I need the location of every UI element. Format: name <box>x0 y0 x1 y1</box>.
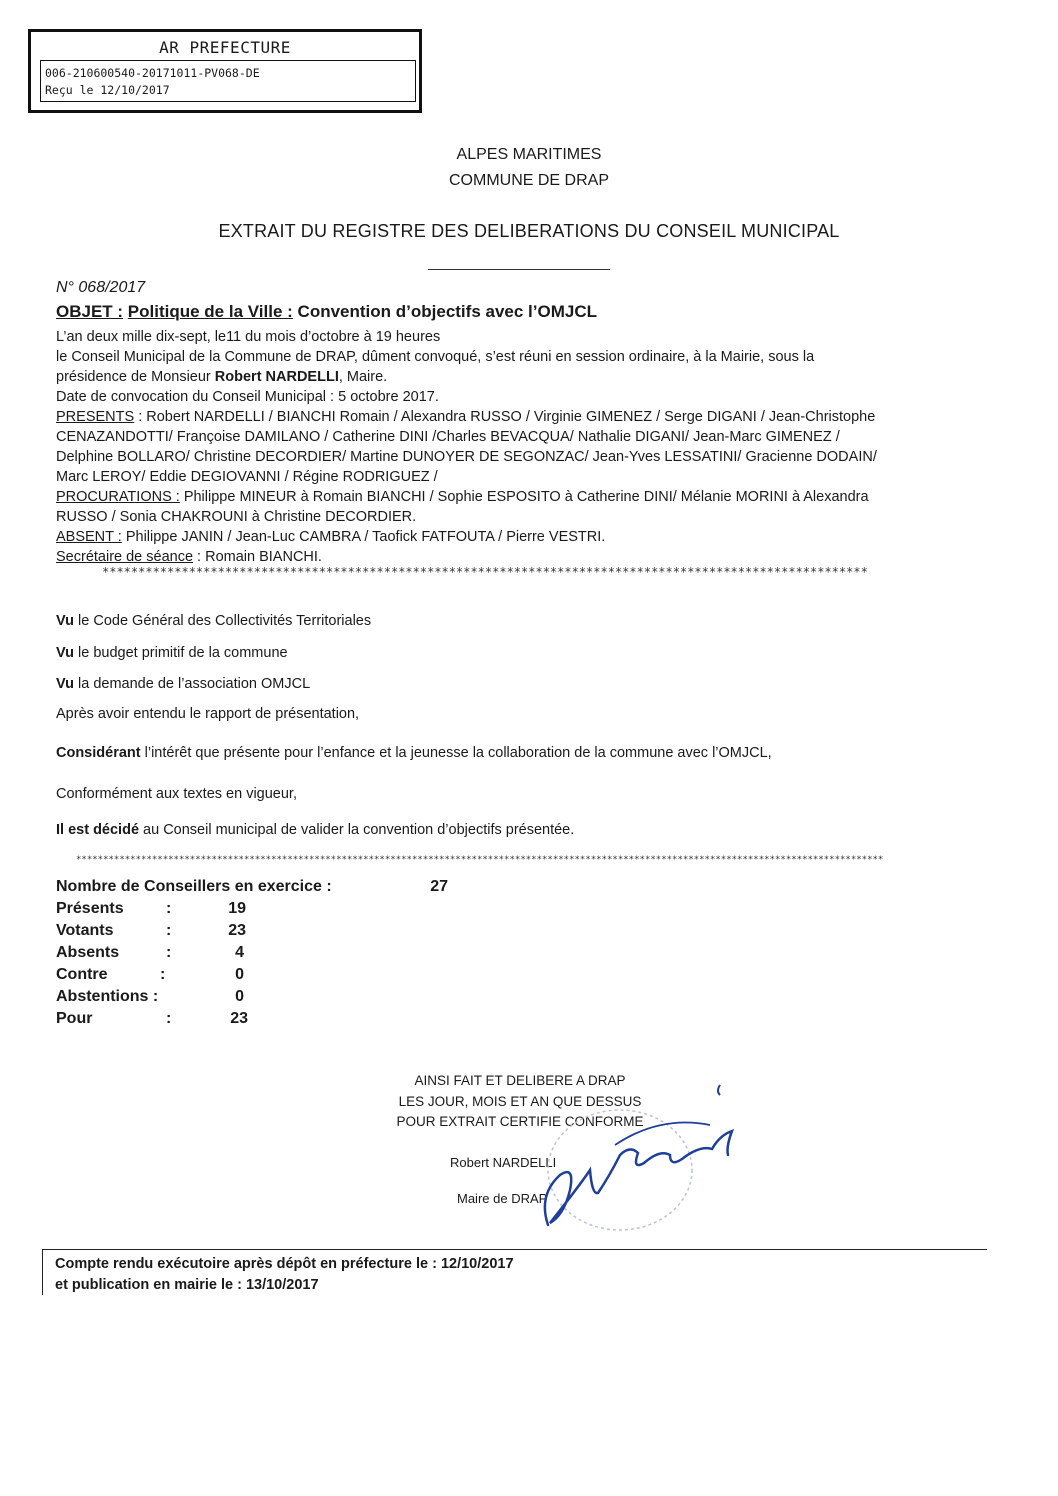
stamp-reference-number: 006-210600540-20171011-PV068-DE <box>45 66 260 80</box>
stat-value: 23 <box>230 1010 248 1027</box>
stat-label: Absents <box>56 944 120 961</box>
department-heading: ALPES MARITIMES <box>456 146 602 163</box>
signature-stroke <box>718 1085 720 1095</box>
absent-line: ABSENT : Philippe JANIN / Jean-Luc CAMBRA / Taofick FATFOUTA / Pierre VESTRI. <box>56 529 606 545</box>
mayor-name: Robert NARDELLI <box>214 369 339 385</box>
presents-line: CENAZANDOTTI/ Françoise DAMILANO / Catherine DINI /Charles BEVACQUA/ Nathalie DIGANI/ Jean-Marc GIMENEZ / <box>56 429 840 445</box>
stat-value: 23 <box>228 922 246 939</box>
stat-label: Nombre de Conseillers en exercice : <box>56 878 332 895</box>
title-divider <box>428 269 610 270</box>
objet-label: OBJET : <box>56 302 124 321</box>
commune-heading: COMMUNE DE DRAP <box>448 172 609 189</box>
session-details <box>56 327 984 567</box>
publication-date-line: et publication en mairie le : 13/10/2017 <box>55 1277 319 1293</box>
executory-notice <box>42 1249 987 1295</box>
presents-line: PRESENTS : Robert NARDELLI / BIANCHI Romain / Alexandra RUSSO / Virginie GIMENEZ / Serge DIGANI / Jean-Christophe <box>56 409 876 425</box>
separator-stars: ********************************************************************************************************** <box>102 565 868 579</box>
apres-line: Après avoir entendu le rapport de présentation, <box>56 706 360 722</box>
deliberation-number: N° 068/2017 <box>56 279 146 296</box>
stat-value: 0 <box>235 988 244 1005</box>
stat-label: Présents <box>56 900 124 917</box>
intro-line: L’an deux mille dix-sept, le11 du mois d’octobre à 19 heures <box>56 329 441 345</box>
stat-label: Contre <box>56 966 108 983</box>
vu-line: Vu le budget primitif de la commune <box>56 645 288 661</box>
handwritten-signature <box>520 1075 760 1245</box>
prefecture-stamp <box>28 29 422 113</box>
procurations-line: RUSSO / Sonia CHAKROUNI à Christine DECORDIER. <box>56 509 417 525</box>
secretaire-label: Secrétaire de séance <box>56 549 194 565</box>
separator-stars: ***************************************************************************************************************************************************** <box>76 855 884 865</box>
deposit-date-line: Compte rendu exécutoire après dépôt en préfecture le : 12/10/2017 <box>55 1256 514 1272</box>
objet-subject: Politique de la Ville : <box>127 302 293 321</box>
stat-value: 4 <box>235 944 244 961</box>
conformement-line: Conformément aux textes en vigueur, <box>56 786 297 802</box>
stat-value: 27 <box>430 878 448 895</box>
signature-stroke <box>615 1123 710 1146</box>
stat-label: Votants <box>56 922 114 939</box>
stat-label: Abstentions : <box>56 988 159 1005</box>
considerant-line: Considérant l’intérêt que présente pour l’enfance et la jeunesse la collaboration de la commune avec l’OMJCL, <box>56 745 772 761</box>
stat-value: 19 <box>228 900 246 917</box>
procurations-line: PROCURATIONS : Philippe MINEUR à Romain BIANCHI / Sophie ESPOSITO à Catherine DINI/ Mélanie MORINI à Alexandra <box>56 489 869 505</box>
stat-value: 0 <box>235 966 244 983</box>
signature-stroke <box>545 1131 732 1225</box>
seal-outline <box>548 1110 692 1230</box>
presents-label: PRESENTS <box>56 409 135 425</box>
stamp-received-date: Reçu le 12/10/2017 <box>45 83 170 97</box>
vu-line: Vu la demande de l’association OMJCL <box>56 676 311 692</box>
convocation-date: Date de convocation du Conseil Municipal : 5 octobre 2017. <box>56 389 439 405</box>
document-title: EXTRAIT DU REGISTRE DES DELIBERATIONS DU CONSEIL MUNICIPAL <box>218 221 840 241</box>
stamp-reference-box <box>40 60 416 102</box>
intro-line: le Conseil Municipal de la Commune de DRAP, dûment convoqué, s’est réuni en session ordinaire, à la Mairie, sous la <box>56 349 815 365</box>
presents-line: Marc LEROY/ Eddie DEGIOVANNI / Régine RODRIGUEZ / <box>56 469 438 485</box>
objet-text: Convention d’objectifs avec l’OMJCL <box>297 302 597 321</box>
stat-label: Pour <box>56 1010 93 1027</box>
procurations-label: PROCURATIONS : <box>56 489 180 505</box>
signatory-name: Robert NARDELLI <box>450 1155 557 1170</box>
deliberation-object <box>56 302 597 322</box>
absent-label: ABSENT : <box>56 529 122 545</box>
signatory-role: Maire de DRAP <box>457 1191 548 1206</box>
secretaire-line: Secrétaire de séance : Romain BIANCHI. <box>56 549 322 565</box>
presents-line: Delphine BOLLARO/ Christine DECORDIER/ Martine DUNOYER DE SEGONZAC/ Jean-Yves LESSATINI/ Gracienne DODAIN/ <box>56 449 877 465</box>
intro-line: présidence de Monsieur Robert NARDELLI, Maire. <box>56 369 388 385</box>
vu-line: Vu le Code Général des Collectivités Territoriales <box>56 613 372 629</box>
certification-text: AINSI FAIT ET DELIBERE A DRAP LES JOUR, MOIS ET AN QUE DESSUS POUR EXTRAIT CERTIFIE CONFORME <box>396 1073 644 1129</box>
decision-line: Il est décidé au Conseil municipal de valider la convention d’objectifs présentée. <box>56 822 575 838</box>
stamp-title: AR PREFECTURE <box>159 38 291 57</box>
